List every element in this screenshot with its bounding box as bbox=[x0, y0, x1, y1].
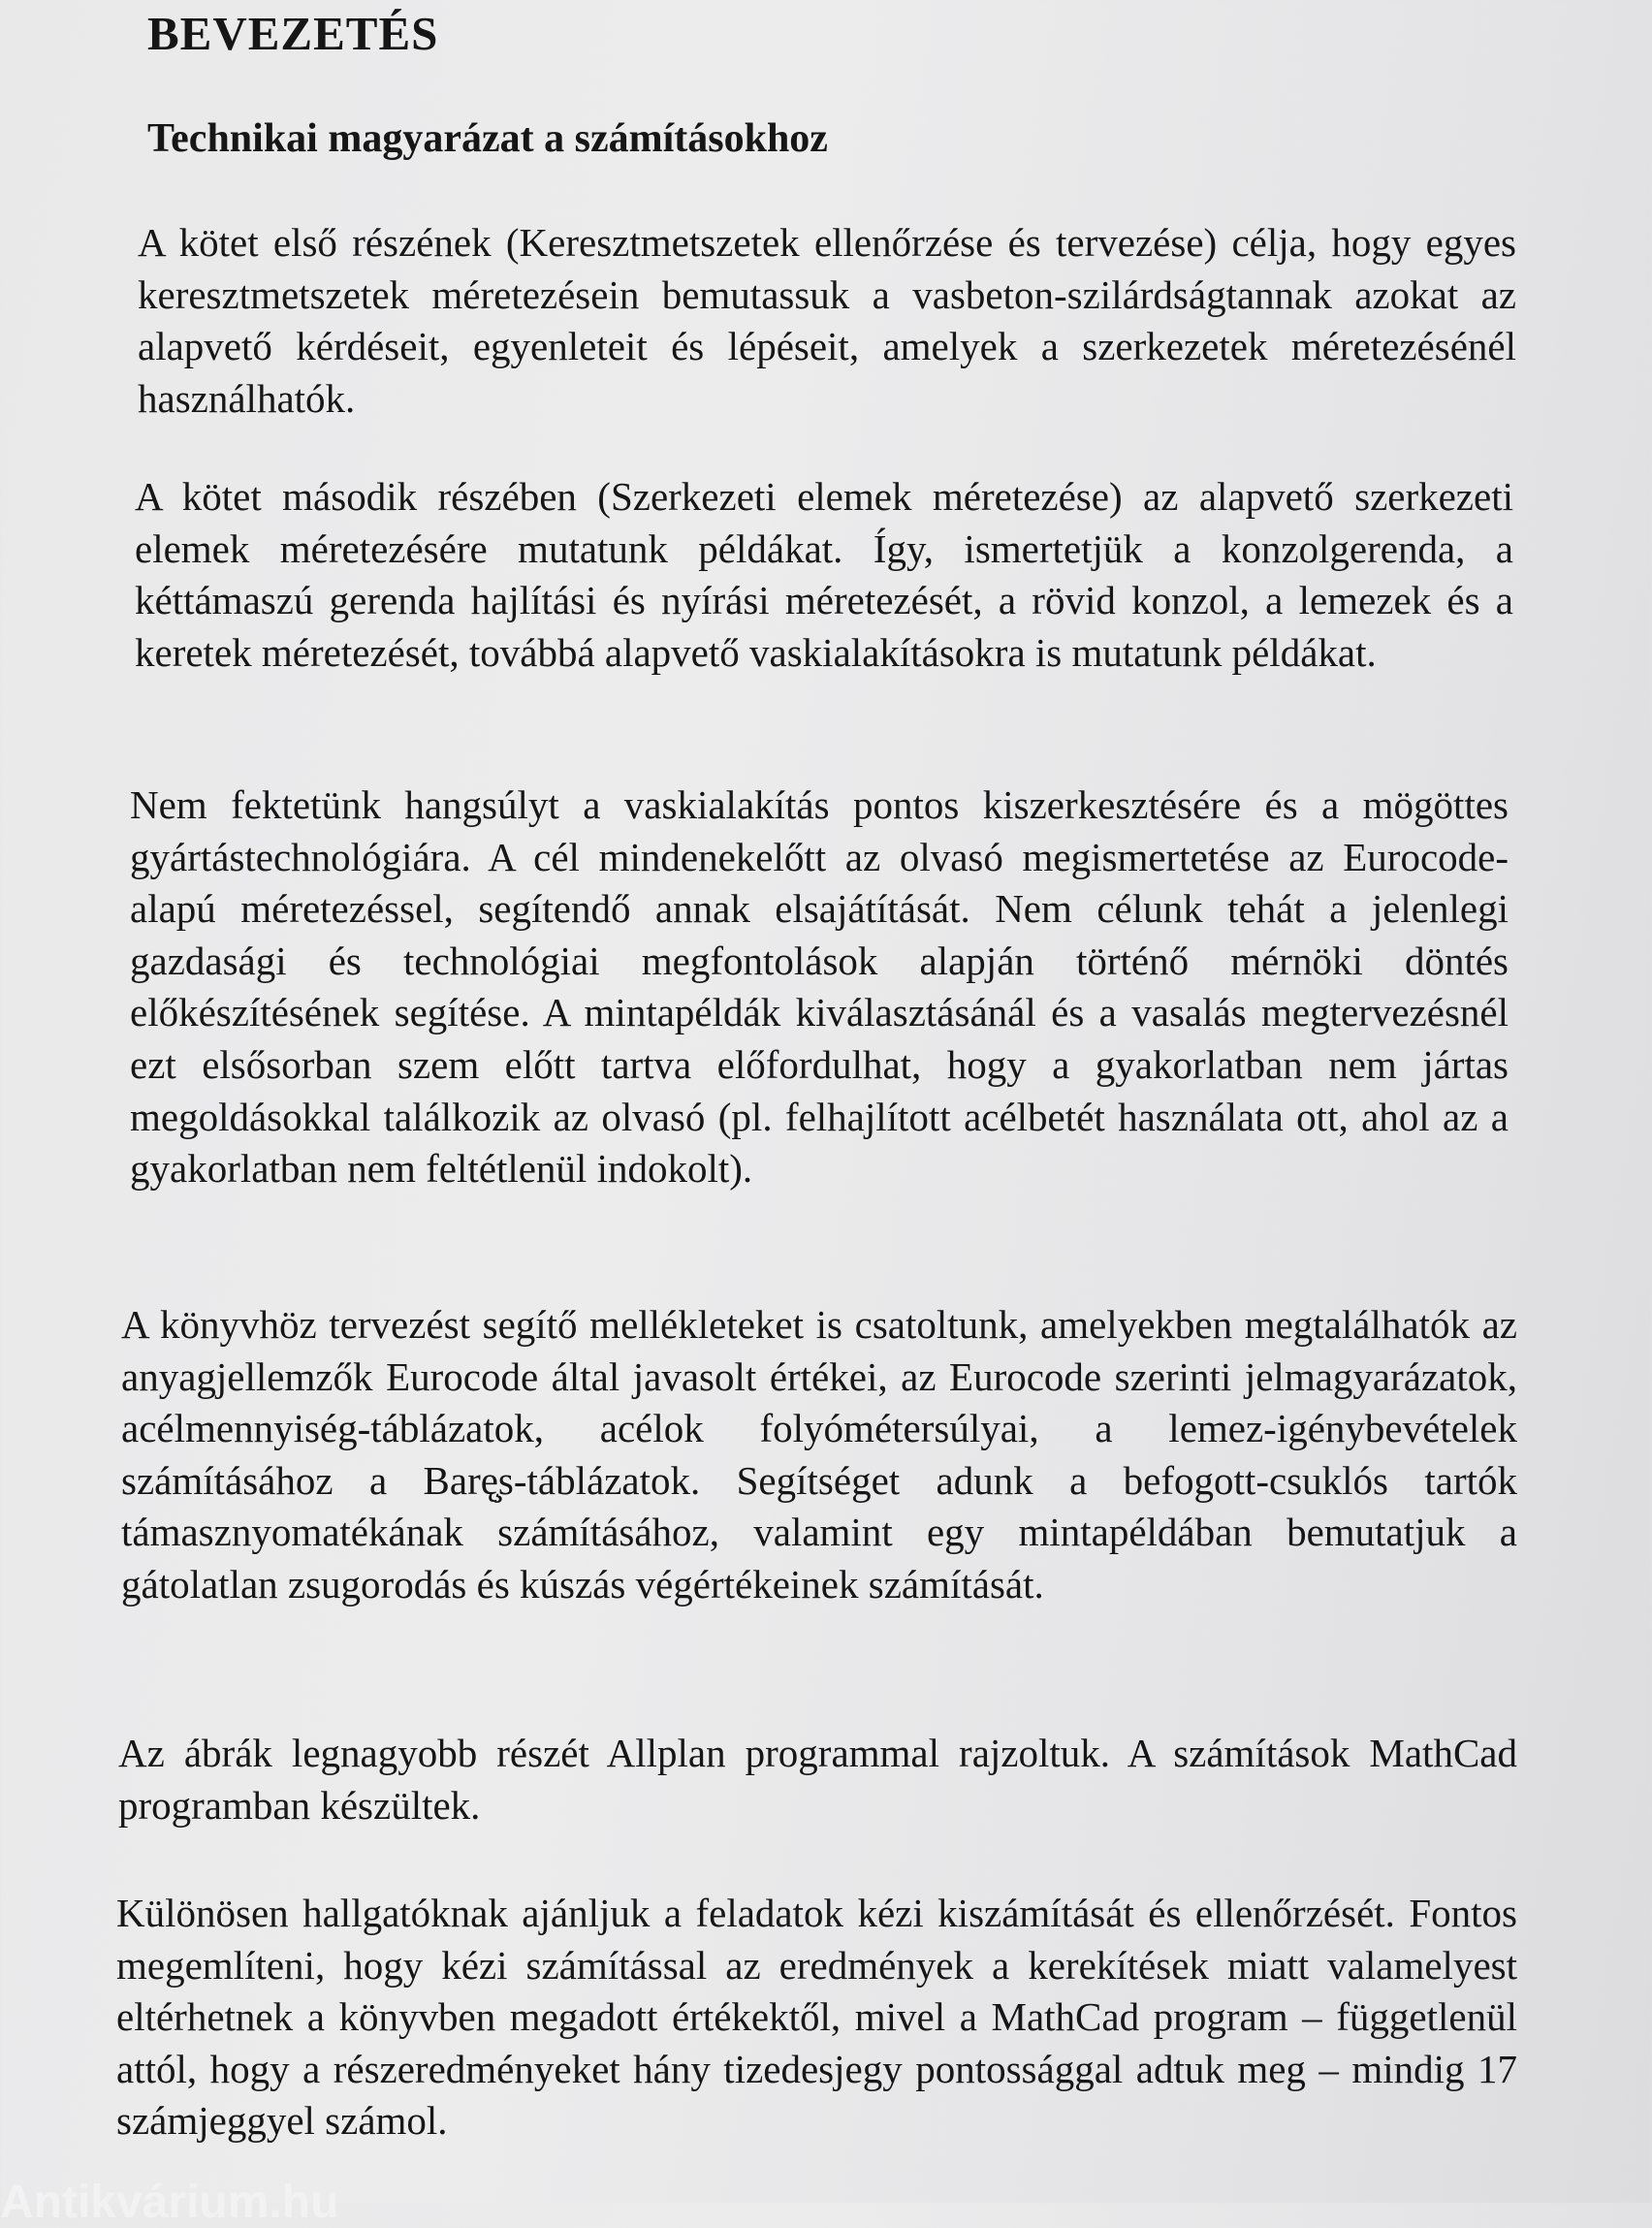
page-heading: BEVEZETÉS bbox=[147, 7, 439, 60]
watermark-text: Antikvárium.hu bbox=[0, 2177, 339, 2228]
paragraph-appendices: A könyvhöz tervezést segítő mellékleteket is csatoltunk, amelyekben megtalálhatók az anyagjellemzők Eurocode által javasolt értékei, az Eurocode szerinti jelmagyarázatok, acélmennyiség-táblázatok, acélok folyómétersúlyai, a lemez-igénybevételek számításához a Barę̧s-táblázatok. Segítséget adunk a befogott-csuklós tartók támasznyomatékának számításához, valamint egy mintapéldában bemutatjuk a gátolatlan zsugorodás és kúszás végértékeinek számítását. bbox=[121, 1302, 1517, 1607]
section-subheading: Technikai magyarázat a számításokhoz bbox=[147, 116, 828, 161]
paragraph-reinforcement-note: Nem fektetünk hangsúlyt a vaskialakítás pontos kiszerkesztésére és a mögöttes gyártástechnológiára. A cél mindenekelőtt az olvasó megismertetése az Eurocode-alapú méretezéssel, segítendő annak elsajátítását. Nem célunk tehát a jelenlegi gazdasági és technológiai megfontolások alapján történő mérnöki döntés előkészítésének segítése. A mintapéldák kiválasztásánál és a vasalás megtervezésnél ezt elsősorban szem előtt tartva előfordulhat, hogy a gyakorlatban nem jártas megoldásokkal találkozik az olvasó (pl. felhajlított acélbetét használata ott, ahol az a gyakorlatban nem feltétlenül indokolt). bbox=[130, 782, 1509, 1192]
paragraph-software: Az ábrák legnagyobb részét Allplan programmal rajzoltuk. A számítások MathCad programban készültek. bbox=[118, 1731, 1517, 1828]
paragraph-second-part: A kötet második részében (Szerkezeti elemek méretezése) az alapvető szerkezeti elemek méretezésére mutatunk példákat. Így, ismertetjük a konzolgerenda, a kéttámaszú gerenda hajlítási és nyírási méretezését, a rövid konzol, a lemezek és a keretek méretezését, továbbá alapvető vaskialakításokra is mutatunk példákat. bbox=[135, 474, 1513, 675]
paragraph-manual-calculation: Különösen hallgatóknak ajánljuk a feladatok kézi kiszámítását és ellenőrzését. Fontos megemlíteni, hogy kézi számítással az eredmények a kerekítések miatt valamelyest eltérhetnek a könyvben megadott értékektől, mivel a MathCad program – függetlenül attól, hogy a részeredményeket hány tizedesjegy pontossággal adtuk meg – mindig 17 számjeggyel számol. bbox=[116, 1891, 1517, 2144]
paragraph-first-part: A kötet első részének (Keresztmetszetek ellenőrzése és tervezése) célja, hogy egyes keresztmetszetek méretezésein bemutassuk a vasbeton-szilárdságtannak azokat az alapvető kérdéseit, egyenleteit és lépéseit, amelyek a szerkezetek méretezésénél használhatók. bbox=[138, 220, 1516, 421]
